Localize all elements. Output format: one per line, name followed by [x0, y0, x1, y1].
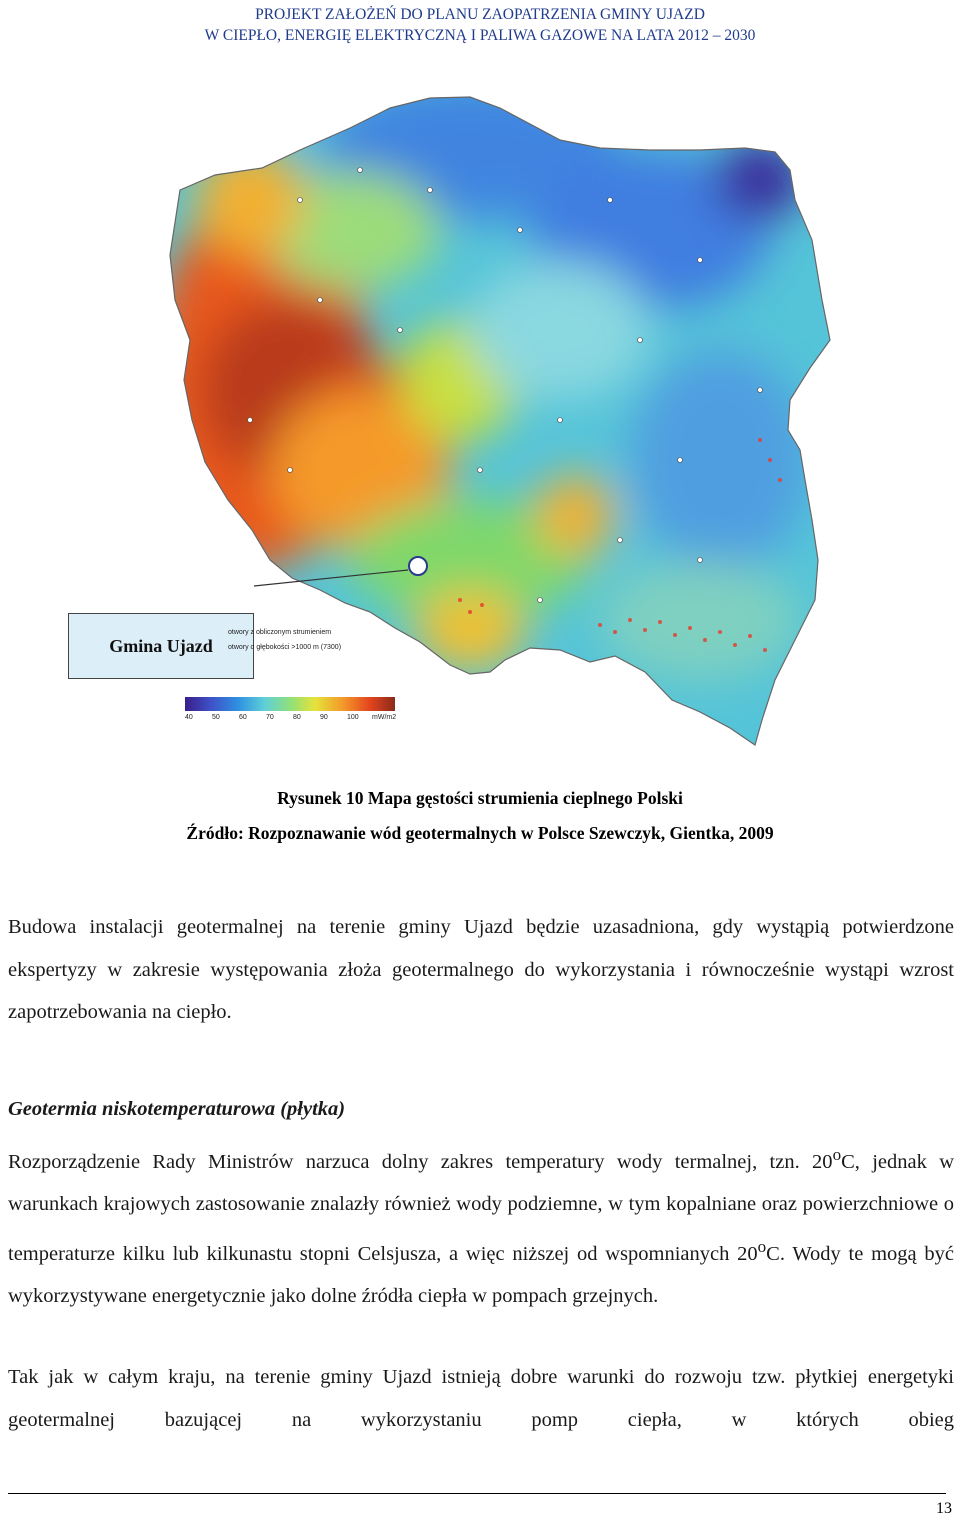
paragraph-2-part-a: Rozporządzenie Rady Ministrów narzuca dolny zakres temperatury wody termalnej, tzn. 20: [8, 1150, 833, 1173]
color-scale-bar: [185, 697, 395, 711]
document-header: [0, 4, 960, 46]
paragraph-1: Budowa instalacji geotermalnej na terenie gminy Ujazd będzie uzasadniona, gdy wystąpią potwierdzone ekspertyzy w zakresie występowania złoża geotermalnego do wykorzystania i równocześnie wystąpi wzrost zapotrzebowania na ciepło.: [8, 916, 954, 1023]
degree-sup-2: o: [757, 1236, 767, 1256]
scale-tick-label: 100: [347, 714, 359, 721]
heat-flow-map: [0, 60, 960, 760]
scale-tick-label: 70: [266, 714, 274, 721]
legend-item-deep-wells: otwory o głębokości >1000 m (7300): [228, 644, 342, 651]
section-heading: Geotermia niskotemperaturowa (płytka): [8, 1098, 346, 1120]
figure-caption: Rysunek 10 Mapa gęstości strumienia cieplnego Polski: [277, 788, 683, 808]
paragraph-2: [8, 1134, 954, 1318]
scale-tick-label: 90: [320, 714, 328, 721]
figure-source: Źródło: Rozpoznawanie wód geotermalnych w Polsce Szewczyk, Gientka, 2009: [186, 823, 774, 843]
degree-sup-1: o: [832, 1145, 842, 1164]
scale-tick-label: 80: [293, 714, 301, 721]
header-line-1: PROJEKT ZAŁOŻEŃ DO PLANU ZAOPATRZENIA GMINY UJAZD: [255, 6, 705, 23]
scale-tick-label: 60: [239, 714, 247, 721]
legend-item-computed: otwory z obliczonym strumieniem: [228, 629, 332, 636]
gmina-ujazd-callout: Gmina Ujazd: [68, 613, 254, 679]
paragraph-2-part-b: C, jednak w warunkach krajowych zastosowanie znalazły również wody podziemne, w tym kopalniane oraz powierzchniowe o temperaturze kilku lub kilkunastu stopni Celsjusza, a więc niższej od wspomnianych 20: [8, 1150, 955, 1265]
header-line-2: W CIEPŁO, ENERGIĘ ELEKTRYCZNĄ I PALIWA GAZOWE NA LATA 2012 – 2030: [204, 27, 756, 44]
paragraph-2-part-c: C. Wody te mogą być wykorzystywane energetycznie jako dolne źródła ciepła w pompach grzejnych.: [8, 1242, 954, 1308]
paragraph-3: Tak jak w całym kraju, na terenie gminy Ujazd istnieją dobre warunki do rozwoju tzw. płytkiej energetyki geotermalnej bazującej na wykorzystaniu pomp ciepła, w których obieg: [8, 1366, 954, 1431]
scale-tick-label: 40: [185, 714, 193, 721]
footer-rule: [8, 1493, 946, 1494]
scale-tick-label: 50: [212, 714, 220, 721]
gmina-ujazd-marker: [409, 557, 427, 575]
scale-unit-label: mW/m2: [372, 714, 397, 721]
page-number: 13: [936, 1500, 952, 1517]
